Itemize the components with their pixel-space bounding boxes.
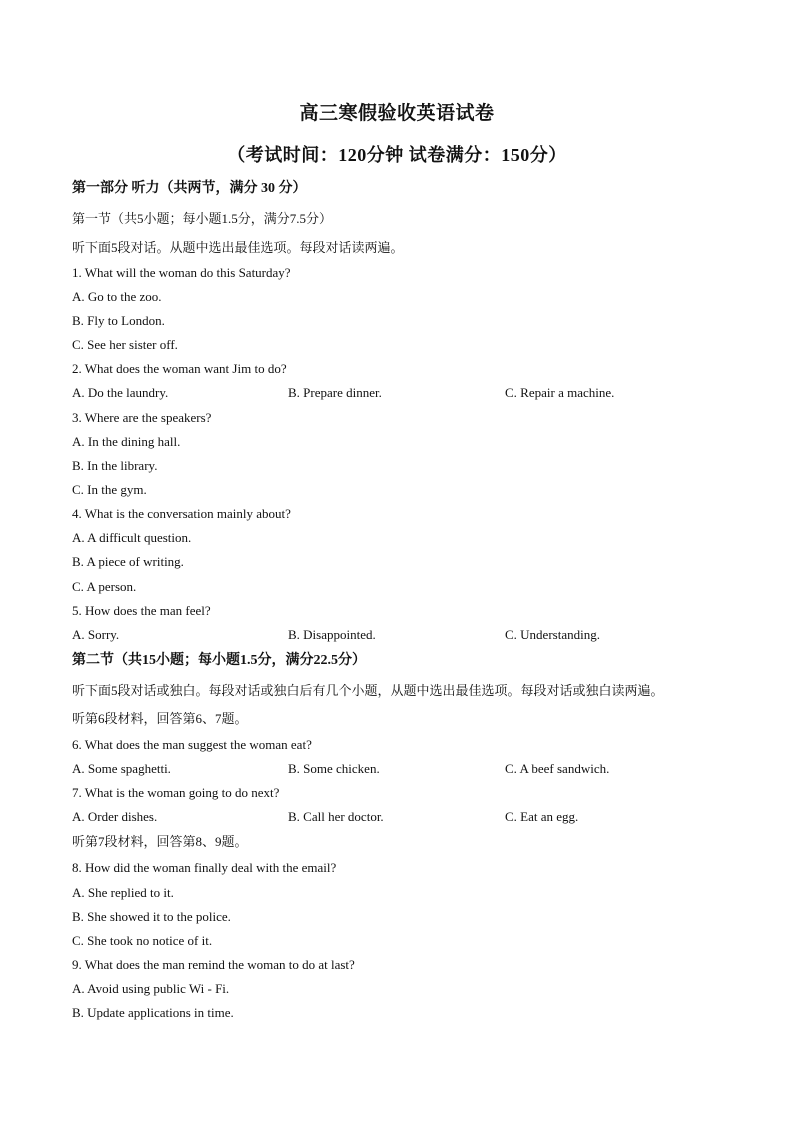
option-a: A. Sorry. (72, 627, 120, 642)
section2-heading: 第二节（共15小题；每小题1.5分，满分22.5分） (72, 653, 366, 668)
question-stem: 4. What is the conversation mainly about? (72, 506, 291, 521)
option-b: B. Update applications in time. (72, 1005, 234, 1020)
option-a: A. Go to the zoo. (72, 289, 162, 304)
passage-note: 听第7段材料，回答第8、9题。 (72, 834, 248, 849)
passage-note: 听第6段材料，回答第6、7题。 (72, 711, 248, 726)
option-a: A. Avoid using public Wi - Fi. (72, 981, 230, 996)
question-stem: 2. What does the woman want Jim to do? (72, 361, 287, 376)
option-a: A. In the dining hall. (72, 434, 181, 449)
option-b: B. Some chicken. (288, 761, 380, 776)
option-b: B. Call her doctor. (288, 809, 384, 824)
part1-heading: 第一部分 听力（共两节，满分 30 分） (72, 181, 307, 196)
question-stem: 5. How does the man feel? (72, 603, 211, 618)
option-a: A. Some spaghetti. (72, 761, 171, 776)
option-c: C. In the gym. (72, 482, 147, 497)
option-a: A. She replied to it. (72, 885, 174, 900)
option-b: B. A piece of writing. (72, 554, 184, 569)
option-c: C. Eat an egg. (505, 809, 579, 824)
option-b: B. Disappointed. (288, 627, 376, 642)
exam-subtitle: （考试时间：120分钟 试卷满分：150分） (227, 145, 567, 165)
option-b: B. In the library. (72, 458, 158, 473)
option-c: C. Understanding. (505, 627, 600, 642)
section1-instruction: 听下面5段对话。从题中选出最佳选项。每段对话读两遍。 (72, 240, 404, 255)
section2-instruction: 听下面5段对话或独白。每段对话或独白后有几个小题，从题中选出最佳选项。每段对话或独白读两遍。 (72, 683, 664, 698)
option-c: C. She took no notice of it. (72, 933, 213, 948)
option-a: A. Order dishes. (72, 809, 158, 824)
page-title: 高三寒假验收英语试卷 (299, 103, 495, 124)
option-b: B. Prepare dinner. (288, 385, 382, 400)
question-stem: 3. Where are the speakers? (72, 410, 212, 425)
question-stem: 7. What is the woman going to do next? (72, 785, 280, 800)
question-stem: 6. What does the man suggest the woman eat? (72, 737, 312, 752)
option-a: A. A difficult question. (72, 530, 192, 545)
option-a: A. Do the laundry. (72, 385, 169, 400)
question-stem: 8. How did the woman finally deal with the email? (72, 860, 337, 875)
option-c: C. A beef sandwich. (505, 761, 610, 776)
option-b: B. Fly to London. (72, 313, 165, 328)
option-c: C. See her sister off. (72, 337, 178, 352)
option-c: C. A person. (72, 579, 137, 594)
question-stem: 1. What will the woman do this Saturday? (72, 265, 291, 280)
option-c: C. Repair a machine. (505, 385, 615, 400)
section1-heading: 第一节（共5小题；每小题1.5分，满分7.5分） (72, 211, 333, 226)
question-stem: 9. What does the man remind the woman to do at last? (72, 957, 355, 972)
option-b: B. She showed it to the police. (72, 909, 231, 924)
